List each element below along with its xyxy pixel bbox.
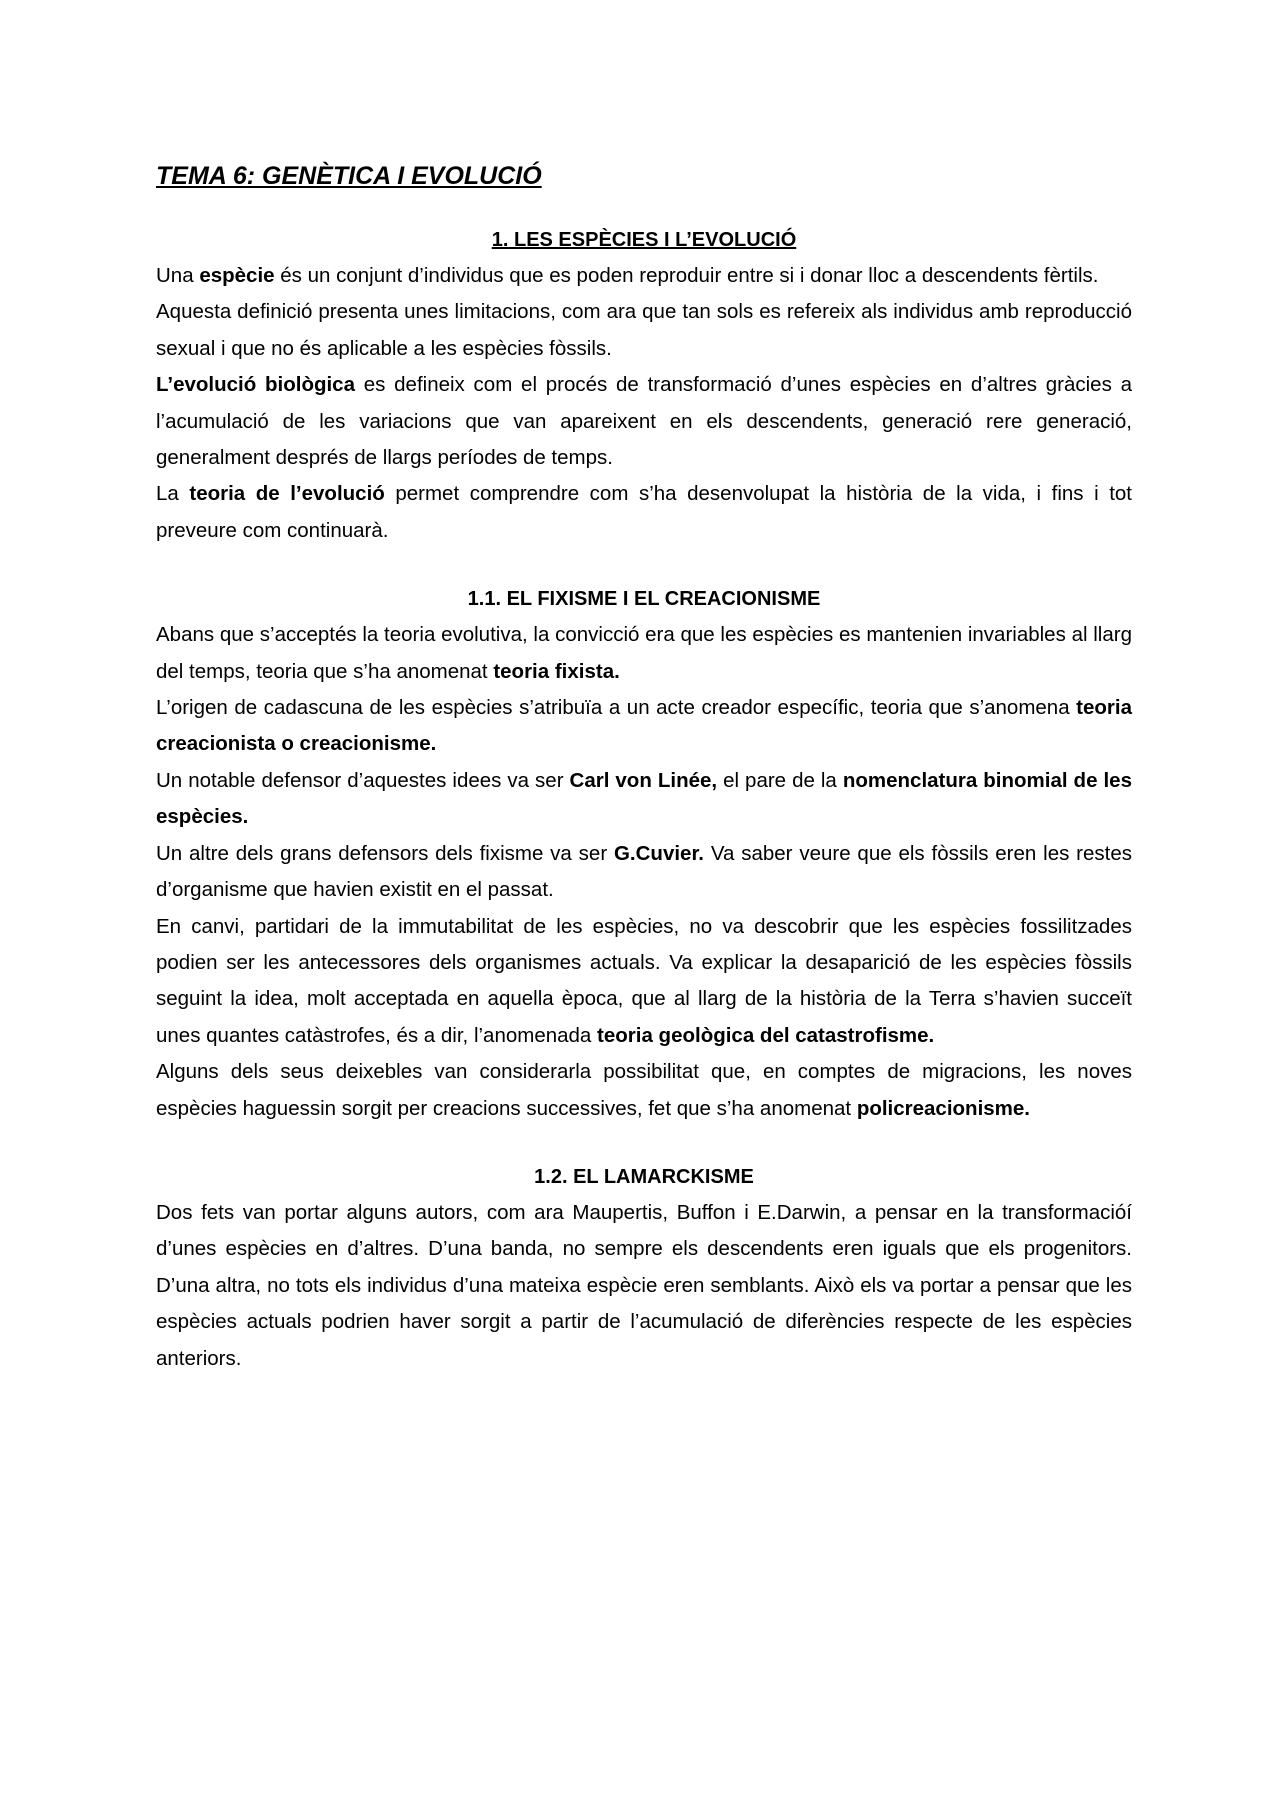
text-run: Una	[156, 264, 200, 287]
text-run: és un conjunt d’individus que es poden reproduir entre si i donar lloc a descendents fèrtils.	[274, 264, 1099, 287]
section-heading-1	[156, 222, 1132, 258]
paragraph-creationism	[156, 690, 1132, 763]
section-heading-1-text: 1. LES ESPÈCIES I L’EVOLUCIÓ	[491, 229, 797, 251]
section-heading-1-1: 1.1. EL FIXISME I EL CREACIONISME	[467, 588, 821, 611]
bold-term: espècie	[199, 264, 275, 287]
bold-term: teoria geològica del catastrofisme.	[597, 1023, 935, 1047]
text-run: En canvi, partidari de la immutabilitat de les espècies, no va descobrir que les espècies fossilitzades podien ser les antecessores dels organismes actuals. Va explicar la desaparició de les espècies fòssils seguint la idea, molt acceptada en aquella època, que al llarg de la història de la Terra s’havien succeït unes quantes catàstrofes, és a dir, l’anomenada	[156, 914, 1132, 1047]
bold-term: policreacionisme.	[856, 1096, 1030, 1120]
paragraph-linnaeus	[156, 763, 1132, 836]
bold-term: teoria de l’evolució	[189, 482, 385, 506]
text-run: Un altre dels grans defensors dels fixisme va ser	[156, 841, 614, 865]
text-run: el pare de la	[717, 768, 843, 792]
paragraph-lamarckism: Dos fets van portar alguns autors, com ara Maupertis, Buffon i E.Darwin, a pensar en la transformacióí d’unes espècies en d’altres. D’una banda, no sempre els descendents eren iguals que els progenitors. D’una altra, no tots els individus d’una mateixa espècie eren semblants. Això els va portar a pensar que les espècies actuals podrien haver sorgit a partir de l’acumulació de diferències respecte de les espècies anteriors.	[156, 1200, 1132, 1370]
text-run: Va saber veure que els fòssils eren les restes d’organisme que havien existit en el passat.	[156, 841, 1132, 902]
bold-term: teoria fixista.	[493, 659, 620, 683]
text-run: Alguns dels seus deixebles van considerarla possibilitat que, en comptes de migracions, les noves espècies haguessin sorgit per creacions successives, fet que s’ha anomenat	[156, 1060, 1132, 1120]
bold-term: teoria creacionista o creacionisme.	[156, 696, 1132, 756]
paragraph-cuvier	[156, 836, 1132, 909]
paragraph-species-definition	[156, 258, 1132, 294]
bold-term: nomenclatura binomial de les espècies.	[156, 768, 1132, 829]
document-content	[156, 158, 1132, 1377]
paragraph-evolution-theory	[156, 476, 1132, 549]
document-title: TEMA 6: GENÈTICA I EVOLUCIÓ	[156, 162, 542, 190]
text-run: permet comprendre com s’ha desenvolupat la història de la vida, i fins i tot preveure com continuarà.	[156, 482, 1133, 542]
paragraph-catastrophism	[156, 909, 1132, 1055]
bold-term: G.Cuvier.	[613, 841, 704, 865]
paragraph-fixism	[156, 617, 1132, 690]
text-run: es defineix com el procés de transformació d’unes espècies en d’altres gràcies a l’acumulació de les variacions que van apareixent en els descendents, generació rere generació, generalment després de llargs períodes de temps.	[156, 373, 1132, 470]
text-run: L’origen de cadascuna de les espècies s’atribuïa a un acte creador específic, teoria que s’anomena	[156, 696, 1077, 720]
paragraph-biological-evolution	[156, 367, 1132, 476]
bold-term: L’evolució biològica	[156, 373, 355, 397]
text-run: Un notable defensor d’aquestes idees va ser	[156, 768, 570, 792]
text-run: La	[156, 482, 190, 506]
text-run: Abans que s’acceptés la teoria evolutiva, la convicció era que les espècies es mantenien invariables al llarg del temps, teoria que s’ha anomenat	[156, 623, 1132, 683]
bold-term: Carl von Linée,	[569, 768, 718, 792]
paragraph-policreationism	[156, 1054, 1132, 1127]
paragraph-definition-limitations: Aquesta definició presenta unes limitacions, com ara que tan sols es refereix als individus amb reproducció sexual i que no és aplicable a les espècies fòssils.	[156, 300, 1132, 360]
section-heading-1-2: 1.2. EL LAMARCKISME	[534, 1165, 754, 1188]
